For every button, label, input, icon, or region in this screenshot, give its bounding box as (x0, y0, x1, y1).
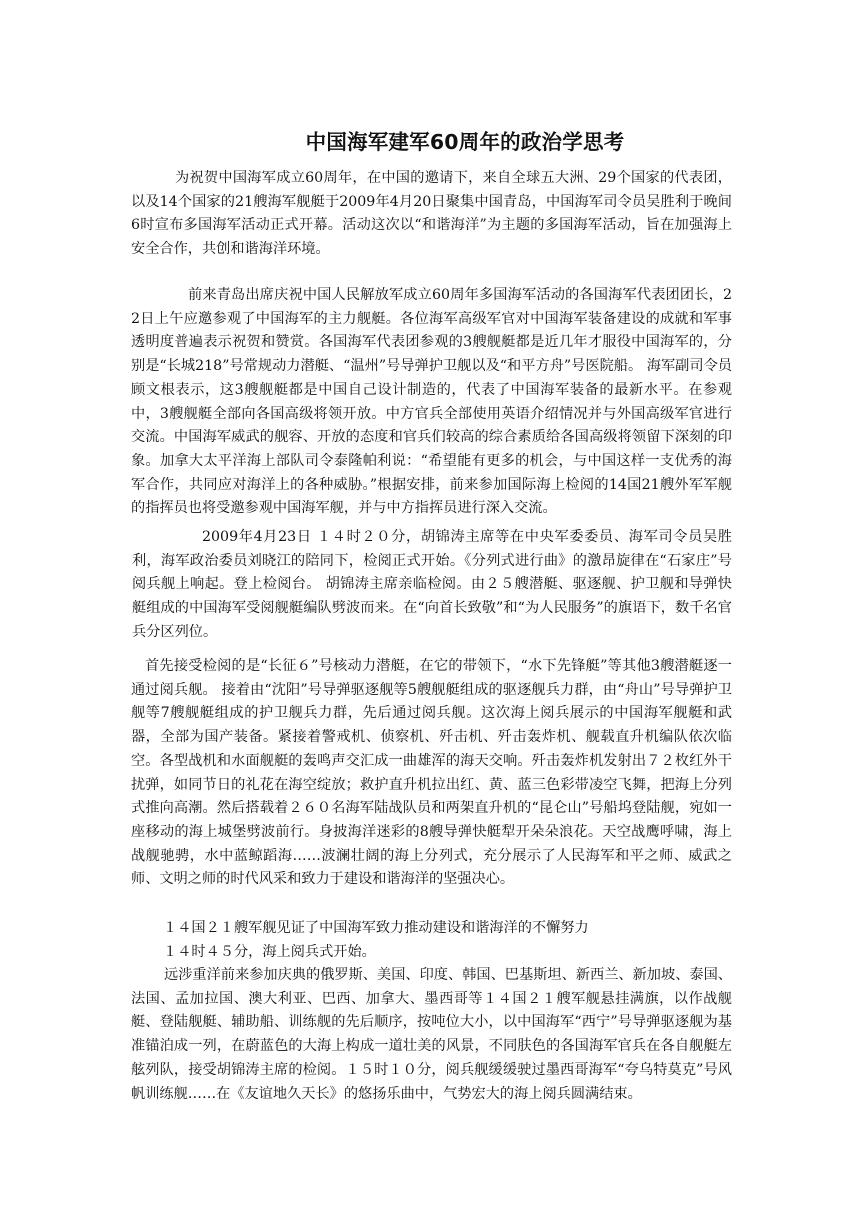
paragraph-ship-visit: 前来青岛出席庆祝中国人民解放军成立60周年多国海军活动的各国海军代表团团长，22日上午应邀参观了中国海军的主力舰艇。各位海军高级军官对中国海军装备建设的成就和军事透明度普遍表示祝贺和赞赏。各国海军代表团参观的3艘舰艇都是近几年才服役中国海军的，分别是“长城218”号常规动力潜艇、“温州”号导弹护卫舰以及“和平方舟”号医院船。 海军副司令员顾文根表示，这3艘舰艇都是中国自己设计制造的，代表了中国海军装备的最新水平。在参观中，3艘舰艇全部向各国高级将领开放。中方官兵全部使用英语介绍情况并与外国高级军官进行交流。中国海军威武的舰容、开放的态度和官兵们较高的综合素质给各国高级将领留下深刻的印象。加拿大太平洋海上部队司令泰隆帕利说：“希望能有更多的机会，与中国这样一支优秀的海军合作，共同应对海洋上的各种威胁。”根据安排，前来参加国际海上检阅的14国21艘外军军舰的指挥员也将受邀参观中国海军舰，并与中方指挥员进行深入交流。 (131, 287, 732, 517)
paragraph-foreign-ships-heading: １４国２１艘军舰见证了中国海军致力推动建设和谐海洋的不懈努力 (163, 920, 589, 936)
paragraph-opening: 为祝贺中国海军成立60周年，在中国的邀请下，来自全球五大洲、29个国家的代表团，以及14个国家的21艘海军舰艇于2009年4月20日聚集中国青岛，中国海军司令员吴胜利于晚间6时宣布多国海军活动正式开幕。活动这次以“和谐海洋”为主题的多国海军活动，旨在加强海上安全合作，共创和谐海洋环境。 (131, 170, 732, 258)
paragraph-review-start: 2009年4月23日 １４时２０分，胡锦涛主席等在中央军委委员、海军司令员吴胜利，海军政治委员刘晓江的陪同下，检阅正式开始。《分列式进行曲》的激昂旋律在“石家庄”号阅兵舰上响起。登上检阅台。 胡锦涛主席亲临检阅。由２５艘潜艇、驱逐舰、护卫舰和导弹快艇组成的中国海军受阅舰艇编队劈波而来。在“向首长致敬”和“为人民服务”的旗语下，数千名官兵分区列位。 (132, 529, 732, 640)
paragraph-fleet-review: 首先接受检阅的是“长征６”号核动力潜艇，在它的带领下，“水下先锋艇”等其他3艘潜艇逐一通过阅兵舰。 接着由“沈阳”号导弹驱逐舰等5艘舰艇组成的驱逐舰兵力群，由“舟山”号导弹护卫舰等7艘舰艇组成的护卫舰兵力群，先后通过阅兵舰。这次海上阅兵展示的中国海军舰艇和武器，全部为国产装备。紧接着警戒机、侦察机、歼击机、歼击轰炸机、舰载直升机编队依次临空。各型战机和水面舰艇的轰鸣声交汇成一曲雄浑的海天交响。歼击轰炸机发射出７２枚红外干扰弹，如同节日的礼花在海空绽放；救护直升机拉出红、黄、蓝三色彩带凌空飞舞，把海上分列式推向高潮。然后搭载着２６０名海军陆战队员和两架直升机的“昆仑山”号船坞登陆舰，宛如一座移动的海上城堡劈波前行。身披海洋迷彩的8艘导弹快艇犁开朵朵浪花。天空战鹰呼啸，海上战舰驰骋，水中蓝鲸蹈海……波澜壮阔的海上分列式，充分展示了人民海军和平之师、威武之师、文明之师的时代风采和致力于建设和谐海洋的坚强决心。 (131, 658, 732, 888)
document-title: 中国海军建军60周年的政治学思考 (305, 129, 625, 154)
paragraph-international-review: 远涉重洋前来参加庆典的俄罗斯、美国、印度、韩国、巴基斯坦、新西兰、新加坡、泰国、法国、孟加拉国、澳大利亚、巴西、加拿大、墨西哥等１４国２１艘军舰悬挂满旗，以作战舰艇、登陆舰艇、辅助船、训练舰的先后顺序，按吨位大小，以中国海军“西宁”号导弹驱逐舰为基准锚泊成一列，在蔚蓝色的大海上构成一道壮美的风景，不同肤色的各国海军官兵在各自舰艇左舷列队，接受胡锦涛主席的检阅。１５时１０分，阅兵舰缓缓驶过墨西哥海军“夸乌特莫克”号风帆训练舰……在《友谊地久天长》的悠扬乐曲中，气势宏大的海上阅兵圆满结束。 (131, 967, 732, 1102)
paragraph-review-time: １４时４５分，海上阅兵式开始。 (163, 944, 376, 960)
